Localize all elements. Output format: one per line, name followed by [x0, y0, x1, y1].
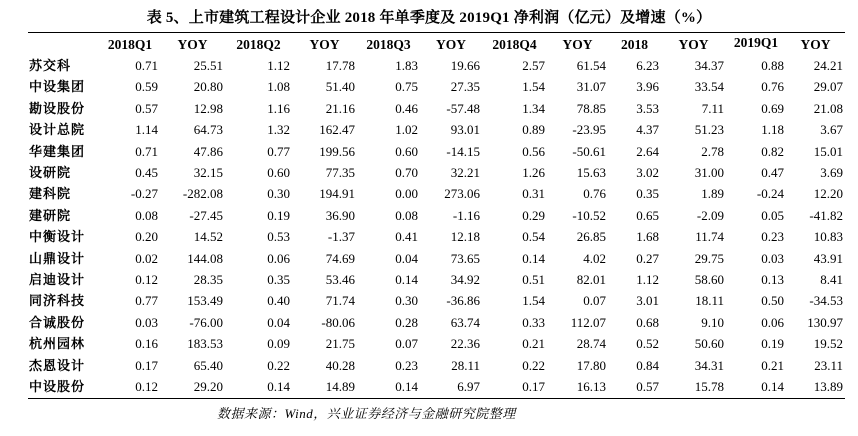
value-cell: 6.23: [636, 58, 659, 73]
value-cell: 29.20: [193, 379, 223, 395]
value-cell: -34.53: [809, 293, 843, 309]
value-cell: 65.40: [193, 357, 223, 373]
value-cell: 0.53: [267, 229, 290, 245]
value-cell: -27.45: [189, 207, 223, 223]
table-row: [28, 355, 845, 376]
value-cell: 153.49: [187, 293, 223, 309]
company-name: 建科院: [29, 186, 72, 202]
value-cell: 1.14: [135, 122, 158, 138]
table-row: [28, 141, 845, 162]
value-cell: 0.14: [395, 272, 418, 288]
value-cell: 0.16: [135, 336, 158, 352]
value-cell: 3.53: [636, 100, 659, 116]
value-cell: 0.05: [761, 207, 784, 223]
value-cell: 0.82: [761, 143, 784, 159]
value-cell: 0.27: [636, 250, 659, 266]
value-cell: 0.76: [761, 79, 784, 95]
company-name: 中设集团: [29, 79, 86, 95]
value-cell: 0.14: [761, 379, 784, 395]
value-cell: 28.35: [193, 272, 223, 288]
value-cell: 0.07: [583, 293, 606, 309]
value-cell: 0.71: [135, 143, 158, 159]
value-cell: 0.46: [395, 100, 418, 116]
value-cell: 0.28: [395, 314, 418, 330]
value-cell: 0.47: [761, 165, 784, 181]
value-cell: 51.23: [694, 122, 724, 138]
value-cell: 0.22: [267, 357, 290, 373]
value-cell: -0.27: [130, 186, 158, 202]
table-row: [28, 98, 845, 119]
value-cell: 34.92: [450, 272, 480, 288]
value-cell: 20.80: [193, 79, 223, 95]
value-cell: 0.04: [395, 250, 418, 266]
value-cell: 0.29: [522, 207, 545, 223]
company-name: 合诚股份: [29, 314, 86, 330]
value-cell: 27.35: [450, 79, 480, 95]
value-cell: 7.11: [701, 100, 724, 116]
value-cell: 0.56: [522, 143, 545, 159]
value-cell: 0.30: [395, 293, 418, 309]
value-cell: 14.89: [325, 379, 355, 395]
value-cell: -2.09: [696, 207, 724, 223]
value-cell: 19.66: [450, 58, 480, 73]
value-cell: 3.01: [636, 293, 659, 309]
value-cell: 24.21: [813, 58, 843, 73]
value-cell: 28.74: [576, 336, 606, 352]
value-cell: 0.35: [636, 186, 659, 202]
company-name: 同济科技: [29, 293, 86, 309]
value-cell: 28.11: [451, 357, 480, 373]
value-cell: -36.86: [446, 293, 480, 309]
value-cell: 77.35: [325, 165, 355, 181]
column-header-2019q1-10: 2019Q1: [733, 35, 779, 50]
value-cell: 0.40: [267, 293, 290, 309]
value-cell: 0.35: [267, 272, 290, 288]
value-cell: 43.91: [813, 250, 843, 266]
value-cell: -57.48: [446, 100, 480, 116]
value-cell: 1.12: [267, 58, 290, 73]
value-cell: 8.41: [820, 272, 843, 288]
value-cell: 0.20: [135, 229, 158, 245]
value-cell: 22.36: [450, 336, 480, 352]
value-cell: 1.16: [267, 100, 290, 116]
value-cell: -0.24: [756, 186, 784, 202]
table-row: [28, 119, 845, 140]
value-cell: 0.12: [135, 379, 158, 395]
value-cell: 3.69: [820, 165, 843, 181]
value-cell: 1.68: [636, 229, 659, 245]
value-cell: 0.19: [761, 336, 784, 352]
value-cell: 0.19: [267, 207, 290, 223]
value-cell: 19.52: [813, 336, 843, 352]
value-cell: 36.90: [325, 207, 355, 223]
value-cell: 53.46: [325, 272, 355, 288]
company-name: 设研院: [29, 165, 72, 181]
value-cell: 32.21: [450, 165, 480, 181]
value-cell: 15.01: [813, 143, 843, 159]
value-cell: 31.00: [694, 165, 724, 181]
value-cell: 0.88: [761, 58, 784, 73]
column-header-yoy-5: YOY: [436, 37, 466, 52]
value-cell: 4.37: [636, 122, 659, 138]
value-cell: 0.02: [135, 250, 158, 266]
company-name: 设计总院: [29, 122, 86, 138]
column-header-2018q4-6: 2018Q4: [492, 37, 537, 52]
value-cell: 3.02: [636, 165, 659, 181]
value-cell: 16.13: [576, 379, 606, 395]
value-cell: 0.75: [395, 79, 418, 95]
value-cell: 0.21: [522, 336, 545, 352]
value-cell: 0.45: [135, 165, 158, 181]
value-cell: 0.12: [135, 272, 158, 288]
value-cell: 47.86: [193, 143, 223, 159]
company-name: 启迪设计: [29, 272, 86, 288]
value-cell: 0.65: [636, 207, 659, 223]
value-cell: 1.54: [522, 79, 545, 95]
value-cell: 0.50: [761, 293, 784, 309]
company-name: 杭州园林: [29, 336, 86, 352]
value-cell: 61.54: [576, 58, 606, 73]
company-name: 苏交科: [29, 58, 72, 73]
value-cell: 0.33: [522, 314, 545, 330]
value-cell: 0.69: [761, 100, 784, 116]
value-cell: 25.51: [193, 58, 223, 73]
column-header-yoy-9: YOY: [678, 37, 709, 52]
value-cell: 2.57: [522, 58, 545, 73]
value-cell: 162.47: [319, 122, 355, 138]
value-cell: 10.83: [813, 229, 843, 245]
value-cell: 78.85: [576, 100, 606, 116]
value-cell: -282.08: [182, 186, 223, 202]
table-row: [28, 376, 845, 397]
value-cell: 15.78: [694, 379, 724, 395]
value-cell: 2.64: [636, 143, 659, 159]
value-cell: -14.15: [446, 143, 480, 159]
value-cell: 0.51: [522, 272, 545, 288]
table-row: [28, 183, 845, 204]
table-row: [28, 312, 845, 333]
value-cell: 0.23: [761, 229, 784, 245]
value-cell: 0.77: [135, 293, 158, 309]
company-name: 中衡设计: [29, 229, 86, 245]
value-cell: 194.91: [319, 186, 355, 202]
value-cell: 82.01: [576, 272, 606, 288]
table-row: [28, 333, 845, 354]
value-cell: 0.84: [636, 357, 659, 373]
value-cell: 13.89: [813, 379, 843, 395]
value-cell: 0.14: [267, 379, 290, 395]
value-cell: 21.16: [325, 100, 355, 116]
value-cell: 93.01: [450, 122, 480, 138]
table-header-row: [28, 33, 845, 55]
value-cell: 0.21: [761, 357, 784, 373]
column-header-2018q2-2: 2018Q2: [236, 37, 281, 52]
value-cell: 0.41: [395, 229, 418, 245]
value-cell: 12.18: [450, 229, 480, 245]
table-container: [28, 32, 845, 399]
data-source-note: 数据来源：Wind，兴业证券经济与金融研究院整理: [217, 405, 516, 421]
value-cell: 58.60: [694, 272, 724, 288]
value-cell: 0.60: [395, 143, 418, 159]
value-cell: 73.65: [450, 250, 480, 266]
value-cell: 0.57: [135, 100, 158, 116]
value-cell: 0.14: [522, 250, 545, 266]
company-name: 勘设股份: [29, 100, 86, 116]
table-row: [28, 248, 845, 269]
company-name: 华建集团: [29, 143, 86, 159]
value-cell: 0.76: [583, 186, 606, 202]
value-cell: -80.06: [321, 314, 355, 330]
value-cell: 74.69: [325, 250, 355, 266]
value-cell: 1.32: [267, 122, 290, 138]
value-cell: 130.97: [807, 314, 843, 330]
value-cell: 14.52: [193, 229, 223, 245]
column-header-2018q3-4: 2018Q3: [366, 37, 411, 52]
value-cell: 3.67: [820, 122, 843, 138]
value-cell: 51.40: [325, 79, 355, 95]
table-row: [28, 76, 845, 97]
company-name: 建研院: [29, 207, 72, 223]
value-cell: 18.11: [695, 293, 724, 309]
table-row: [28, 205, 845, 226]
value-cell: 0.07: [395, 336, 418, 352]
value-cell: 17.78: [325, 58, 355, 73]
table-row: [28, 162, 845, 183]
value-cell: 1.89: [701, 186, 724, 202]
value-cell: 0.57: [636, 379, 659, 395]
value-cell: 1.34: [522, 100, 545, 116]
value-cell: 26.85: [576, 229, 606, 245]
value-cell: 6.97: [457, 379, 480, 395]
value-cell: 32.15: [193, 165, 223, 181]
value-cell: 21.08: [813, 100, 843, 116]
value-cell: 199.56: [319, 143, 355, 159]
company-name: 中设股份: [29, 379, 86, 395]
value-cell: 0.71: [135, 58, 158, 73]
value-cell: -23.95: [572, 122, 606, 138]
value-cell: 0.30: [267, 186, 290, 202]
value-cell: 0.08: [135, 207, 158, 223]
company-name: 山鼎设计: [29, 250, 86, 266]
value-cell: 3.96: [636, 79, 659, 95]
company-column-header: [28, 33, 100, 55]
value-cell: 0.68: [636, 314, 659, 330]
value-cell: 273.06: [444, 186, 480, 202]
value-cell: 12.98: [193, 100, 223, 116]
value-cell: 29.07: [813, 79, 843, 95]
column-header-yoy-1: YOY: [177, 37, 208, 52]
value-cell: 0.60: [267, 165, 290, 181]
value-cell: 1.54: [522, 293, 545, 309]
value-cell: 0.17: [522, 379, 545, 395]
value-cell: 0.06: [267, 250, 290, 266]
column-header-2018-8: 2018: [621, 37, 648, 52]
value-cell: 0.70: [395, 165, 418, 181]
value-cell: 64.73: [193, 122, 223, 138]
table-row: [28, 290, 845, 311]
value-cell: 0.14: [395, 379, 418, 395]
value-cell: 21.75: [325, 336, 355, 352]
value-cell: 112.07: [570, 314, 606, 330]
value-cell: 2.78: [701, 143, 724, 159]
value-cell: 29.75: [694, 250, 724, 266]
value-cell: 0.08: [395, 207, 418, 223]
company-name: 杰恩设计: [29, 357, 86, 373]
value-cell: -41.82: [809, 207, 843, 223]
value-cell: 4.02: [583, 250, 606, 266]
column-header-yoy-11: YOY: [800, 37, 831, 52]
table-row: [28, 226, 845, 247]
value-cell: 23.11: [814, 357, 843, 373]
value-cell: 1.83: [395, 58, 418, 73]
value-cell: 144.08: [187, 250, 223, 266]
value-cell: 9.10: [701, 314, 724, 330]
column-header-yoy-7: YOY: [562, 37, 593, 52]
value-cell: 11.74: [695, 229, 724, 245]
column-header-yoy-3: YOY: [309, 37, 340, 52]
value-cell: 1.02: [395, 122, 418, 138]
table-row: [28, 55, 845, 76]
value-cell: 0.54: [522, 229, 545, 245]
value-cell: 63.74: [450, 314, 480, 330]
value-cell: 34.37: [694, 58, 724, 73]
column-header-2018q1-0: 2018Q1: [107, 37, 153, 52]
value-cell: 0.09: [267, 336, 290, 352]
value-cell: 0.31: [522, 186, 545, 202]
value-cell: 0.23: [395, 357, 418, 373]
value-cell: 0.22: [522, 357, 545, 373]
value-cell: 40.28: [325, 357, 355, 373]
value-cell: 71.74: [325, 293, 355, 309]
value-cell: 0.03: [135, 314, 158, 330]
value-cell: -76.00: [189, 314, 223, 330]
value-cell: 17.80: [576, 357, 606, 373]
value-cell: 183.53: [187, 336, 223, 352]
value-cell: 34.31: [694, 357, 724, 373]
value-cell: 1.18: [761, 122, 784, 138]
value-cell: 1.26: [522, 165, 545, 181]
value-cell: 0.06: [761, 314, 784, 330]
value-cell: 0.03: [761, 250, 784, 266]
value-cell: 0.04: [267, 314, 290, 330]
value-cell: -50.61: [572, 143, 606, 159]
table-row: [28, 269, 845, 290]
value-cell: 0.13: [761, 272, 784, 288]
value-cell: 0.77: [267, 143, 290, 159]
value-cell: 50.60: [694, 336, 724, 352]
value-cell: -10.52: [572, 207, 606, 223]
value-cell: -1.37: [327, 229, 355, 245]
table-title: 表 5、上市建筑工程设计企业 2018 年单季度及 2019Q1 净利润（亿元）及增速（%）: [146, 10, 712, 26]
value-cell: 0.59: [135, 79, 158, 95]
value-cell: 0.89: [522, 122, 545, 138]
value-cell: 0.00: [395, 186, 418, 202]
value-cell: -1.16: [452, 207, 480, 223]
value-cell: 0.17: [135, 357, 158, 373]
value-cell: 15.63: [576, 165, 606, 181]
value-cell: 33.54: [694, 79, 724, 95]
value-cell: 0.52: [636, 336, 659, 352]
value-cell: 1.08: [267, 79, 290, 95]
value-cell: 1.12: [636, 272, 659, 288]
net-profit-table: [28, 33, 845, 398]
value-cell: 12.20: [813, 186, 843, 202]
value-cell: 31.07: [576, 79, 606, 95]
